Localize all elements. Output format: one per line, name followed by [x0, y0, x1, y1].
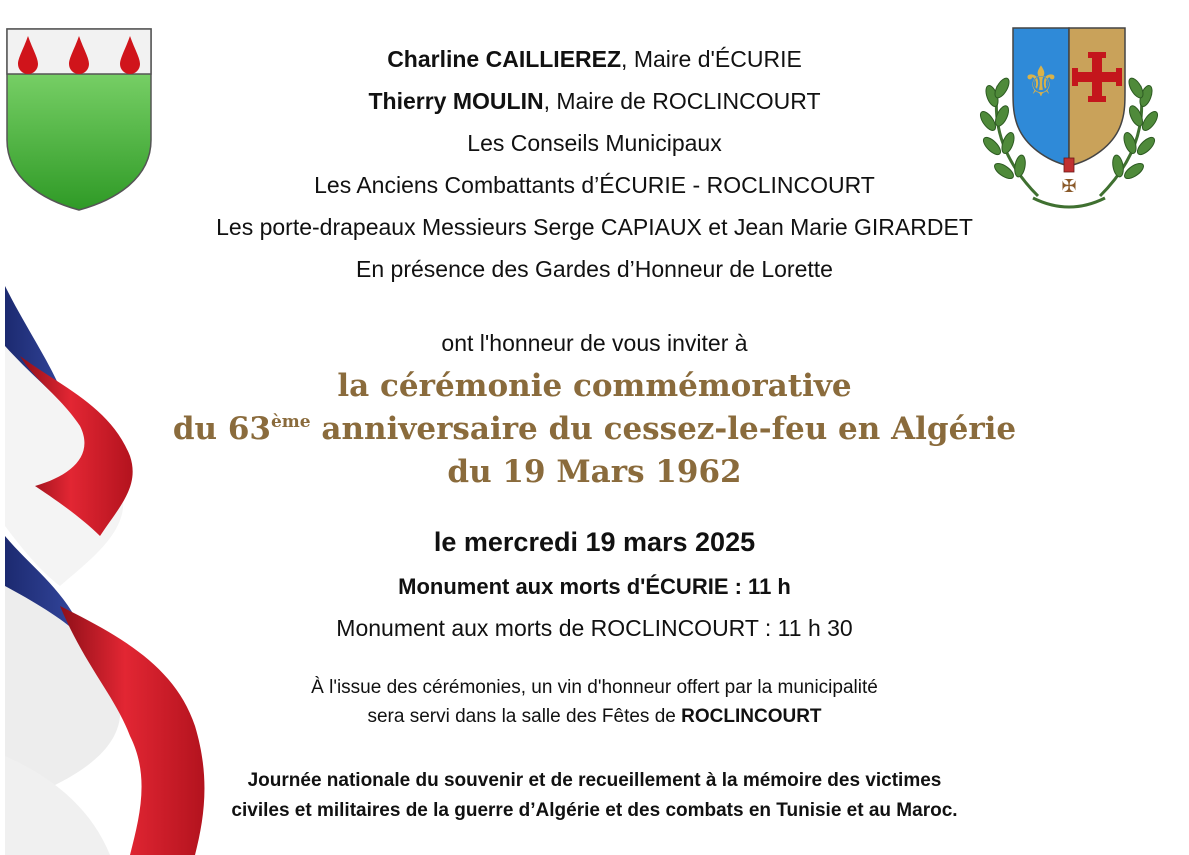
- fleur-de-lis-icon: ⚜: [1022, 57, 1060, 106]
- mayor-ecurie-role: , Maire d'ÉCURIE: [621, 46, 802, 72]
- title-line-1: la cérémonie commémorative: [337, 368, 852, 404]
- mayor-roclincourt-line: [0, 88, 1189, 115]
- veterans-line: Les Anciens Combattants d’ÉCURIE - ROCLINCOURT: [314, 172, 875, 198]
- reception-line-2: [0, 706, 1189, 728]
- guards-line: En présence des Gardes d’Honneur de Lorette: [356, 256, 833, 282]
- invitation-line: ont l'honneur de vous inviter à: [441, 330, 748, 356]
- reception-line-2-prefix: sera servi dans la salle des Fêtes de: [367, 706, 682, 727]
- mayor-ecurie-name: Charline CAILLIEREZ: [387, 46, 622, 72]
- reception-place: ROCLINCOURT: [681, 706, 822, 727]
- councils-line: Les Conseils Municipaux: [467, 130, 722, 156]
- reception-line-1: À l'issue des cérémonies, un vin d'honneur offert par la municipalité: [311, 677, 878, 698]
- title-line-2: [0, 411, 1189, 447]
- war-cross-medal-icon: ✠: [1061, 176, 1077, 197]
- footer-line-2: civiles et militaires de la guerre d’Algérie et des combats en Tunisie et au Maroc.: [231, 800, 958, 821]
- mayor-ecurie-line: [0, 46, 1189, 73]
- mayor-roclincourt-name: Thierry MOULIN: [368, 88, 544, 114]
- mayor-roclincourt-role: , Maire de ROCLINCOURT: [543, 88, 821, 114]
- title-line-2-prefix: du 63: [172, 411, 271, 447]
- ecurie-time: Monument aux morts d'ÉCURIE : 11 h: [398, 574, 791, 599]
- title-line-2-superscript: ème: [270, 412, 311, 432]
- title-line-3: du 19 Mars 1962: [447, 454, 742, 490]
- title-line-2-suffix: anniversaire du cessez-le-feu en Algérie: [310, 411, 1017, 447]
- footer-line-1: Journée nationale du souvenir et de recueillement à la mémoire des victimes: [247, 770, 942, 791]
- roclincourt-time: Monument aux morts de ROCLINCOURT : 11 h 30: [336, 615, 853, 641]
- ceremony-date: le mercredi 19 mars 2025: [433, 527, 756, 557]
- flag-bearers-line: Les porte-drapeaux Messieurs Serge CAPIAUX et Jean Marie GIRARDET: [216, 214, 973, 240]
